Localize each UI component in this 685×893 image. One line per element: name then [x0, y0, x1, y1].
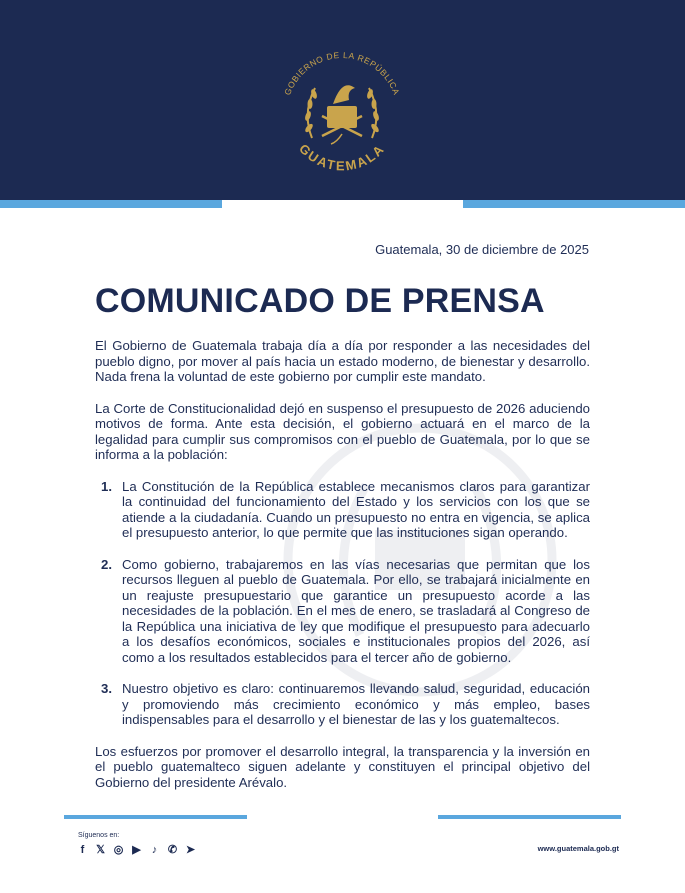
x-icon[interactable]: 𝕏 [96, 844, 105, 856]
list-item-number: 3. [101, 681, 112, 696]
website-link[interactable]: www.guatemala.gob.gt [537, 844, 619, 853]
list-item-number: 2. [101, 556, 112, 572]
intro-paragraph: El Gobierno de Guatemala trabaja día a día por responder a las necesidades del pueblo digno, por mover al país hacia un estado moderno, de bienestar y desarrollo. Nada frena la voluntad de este gobierno por cumplir este mandato. [95, 338, 590, 384]
header-accent-bar-left [0, 200, 222, 208]
tiktok-icon[interactable]: ♪ [151, 843, 158, 856]
list-item [95, 557, 590, 666]
page-title: COMUNICADO DE PRENSA [95, 282, 545, 320]
facebook-icon[interactable]: f [80, 843, 85, 856]
press-release-body [95, 338, 590, 806]
closing-paragraph: Los esfuerzos por promover el desarrollo integral, la transparencia y la inversión en el pueblo guatemalteco siguen adelante y constituyen el principal objetivo del Gobierno del presidente Arévalo. [95, 743, 590, 790]
telegram-icon[interactable]: ➤ [185, 844, 196, 856]
svg-text:GUATEMALA [296, 141, 388, 174]
context-paragraph: La Corte de Constitucionalidad dejó en suspenso el presupuesto de 2026 aduciendo motivos de forma. Ante esta decisión, el gobierno actuará en el marco de la legalidad para cumplir sus compromisos con el pueblo de Guatemala, por lo que se informa a la población: [95, 400, 590, 462]
list-item-number: 1. [101, 478, 112, 494]
header-accent-bar-right [463, 200, 685, 208]
document-date: Guatemala, 30 de diciembre de 2025 [375, 242, 589, 257]
header-banner [0, 0, 685, 200]
list-item-text: Como gobierno, trabajaremos en las vías necesarias que permitan que los recursos lleguen al pueblo de Guatemala. Por ello, se trabajará inicialmente en un reajuste presupuestario que garantice un presupuesto acorde a las necesidades de la población. En el mes de enero, se trasladará al Congreso de la República una iniciativa de ley que modifique el presupuesto para adecuarlo a los desafíos económicos, sociales e institucionales propios del 2026, así como a los resultados establecidos para el tercer año de gobierno. [122, 556, 590, 665]
follow-label: Síguenos en: [78, 832, 120, 839]
whatsapp-icon[interactable]: ✆ [167, 844, 178, 856]
list-item [95, 479, 590, 541]
social-icons [76, 843, 197, 856]
seal-text-bottom: GUATEMALA [296, 140, 388, 174]
list-item-text: La Constitución de la República establece mecanismos claros para garantizar la continuidad del funcionamiento del Estado y los servicios con los que se atiende a la ciudadanía. Cuando un presupuesto no entra en vigencia, se aplica el presupuesto anterior, lo que permite que las instituciones sigan operando. [122, 478, 590, 540]
footer-accent-bar-right [438, 815, 621, 819]
list-item [95, 681, 590, 728]
points-list [95, 479, 590, 728]
footer-accent-bar-left [64, 815, 247, 819]
instagram-icon[interactable]: ◎ [113, 844, 124, 856]
seal-text-top: GOBIERNO DE LA REPÚBLICA [282, 49, 402, 97]
government-seal-logo [267, 38, 417, 188]
youtube-icon[interactable]: ▶ [132, 844, 141, 856]
list-item-text: Nuestro objetivo es claro: continuaremos llevando salud, seguridad, educación y promoviendo más crecimiento económico y más empleo, bases indispensables para el desarrollo y el bienestar de las y los guatemaltecos. [122, 681, 590, 727]
